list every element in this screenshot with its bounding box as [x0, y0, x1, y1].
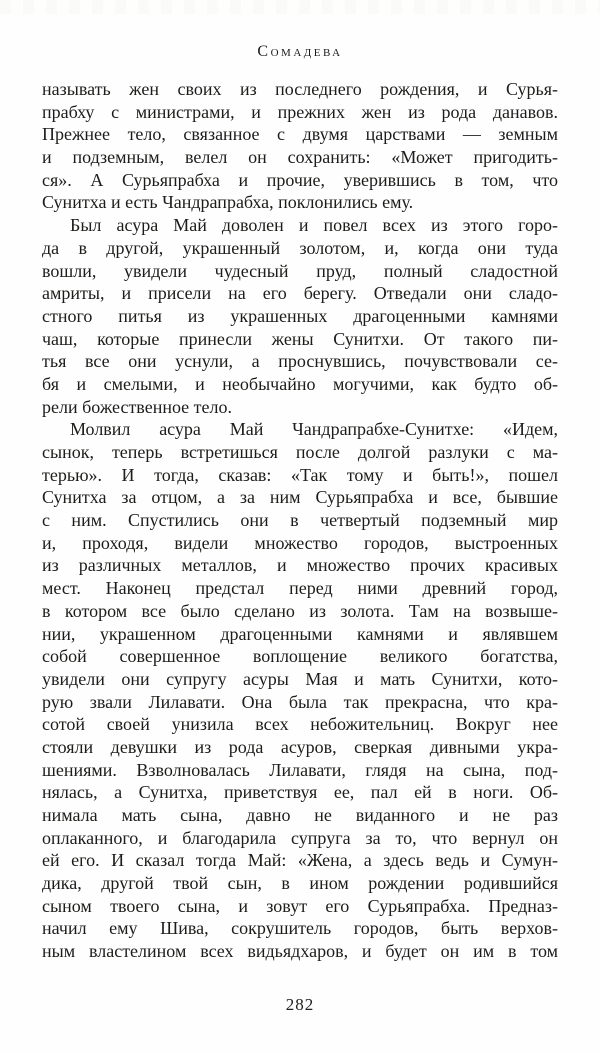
text-line: шениями. Взволновалась Лилавати, глядя на сына, под-	[42, 759, 558, 780]
paragraph	[42, 214, 558, 418]
text-line: увидели они супругу асуры Мая и мать Сунитхи, кото-	[42, 668, 558, 689]
text-line: Прежнее тело, связанное с двумя царствами — земным	[42, 124, 558, 145]
text-line: оплаканного, и благодарила супруга за то, что вернул он	[42, 827, 558, 848]
text-line: из различных металлов, и множество прочих красивых	[42, 555, 558, 576]
paragraph	[42, 78, 558, 214]
text-line: собой совершенное воплощение великого богатства,	[42, 646, 558, 667]
page-number: 282	[285, 995, 315, 1014]
text-line: сынок, теперь встретишься после долгой разлуки с ма-	[42, 442, 558, 462]
text-line: стного питья из украшенных драгоценными камнями	[42, 305, 558, 326]
text-line: сотой своей унизила всех небожительниц. Вокруг нее	[42, 714, 558, 735]
text-line: прабху с министрами, и прежних жен из рода данавов.	[42, 101, 558, 122]
text-line: стояли девушки из рода асуров, сверкая дивными укра-	[42, 736, 558, 757]
text-line: рую звали Лилавати. Она была так прекрасна, что кра-	[42, 691, 558, 712]
text-line: начил ему Шива, сокрушитель городов, быть верхов-	[42, 918, 558, 939]
text-line: амриты, и присели на его берегу. Отведали они сладо-	[42, 283, 558, 304]
text-line: ным властелином всех видьядхаров, и будет он им в том	[42, 941, 558, 962]
text-line: Сунитха и есть Чандрапрабха, поклонились ему.	[42, 192, 414, 213]
text-line: рели божественное тело.	[42, 396, 233, 417]
running-title: Сомадева	[257, 43, 343, 60]
text-line: терью». И тогда, сказав: «Так тому и быть!», пошел	[42, 464, 558, 485]
text-line: дика, другой твой сын, в ином рождении родившийся	[42, 873, 558, 894]
text-line: нимала мать сына, давно не виданного и не раз	[42, 805, 558, 825]
scan-artifact-top	[0, 0, 600, 14]
paragraph	[42, 418, 558, 963]
text-line: Был асура Май доволен и повел всех из этого горо-	[70, 215, 558, 236]
text-line: да в другой, украшенный золотом, и, когда они туда	[42, 237, 558, 258]
text-line: бя и смелыми, и необычайно могучими, как будто об-	[42, 373, 558, 394]
text-line: ей его. И сказал тогда Май: «Жена, а здесь ведь и Сумун-	[42, 850, 558, 871]
text-line: Сунитха за отцом, а за ним Сурьяпрабха и все, бывшие	[42, 487, 558, 508]
text-line: называть жен своих из последнего рождения, и Сурья-	[42, 79, 558, 99]
text-line: чаш, которые принесли жены Сунитхи. От такого пи-	[42, 328, 558, 349]
text-line: с ним. Спустились они в четвертый подземный мир	[42, 510, 558, 531]
text-line: ся». А Сурьяпрабха и прочие, уверившись в том, что	[42, 169, 558, 190]
text-line: нялась, а Сунитха, приветствуя ее, пал ей в ноги. Об-	[42, 782, 558, 803]
text-line: сыном твоего сына, и зовут его Сурьяпрабха. Предназ-	[42, 895, 558, 916]
body-text	[42, 78, 558, 963]
text-line: и подземным, велел он сохранить: «Может пригодить-	[42, 147, 558, 168]
text-line: тья все они уснули, а проснувшись, почувствовали се-	[42, 351, 558, 372]
text-line: мест. Наконец предстал перед ними древний город,	[42, 578, 558, 599]
text-line: и, проходя, видели множество городов, выстроенных	[42, 532, 558, 553]
text-line: вошли, увидели чудесный пруд, полный сладостной	[42, 260, 558, 281]
text-line: Молвил асура Май Чандрапрабхе-Сунитхе: «Идем,	[70, 419, 558, 440]
text-line: в котором все было сделано из золота. Там на возвыше-	[42, 600, 558, 621]
text-line: нии, украшенном драгоценными камнями и являвшем	[42, 623, 558, 644]
